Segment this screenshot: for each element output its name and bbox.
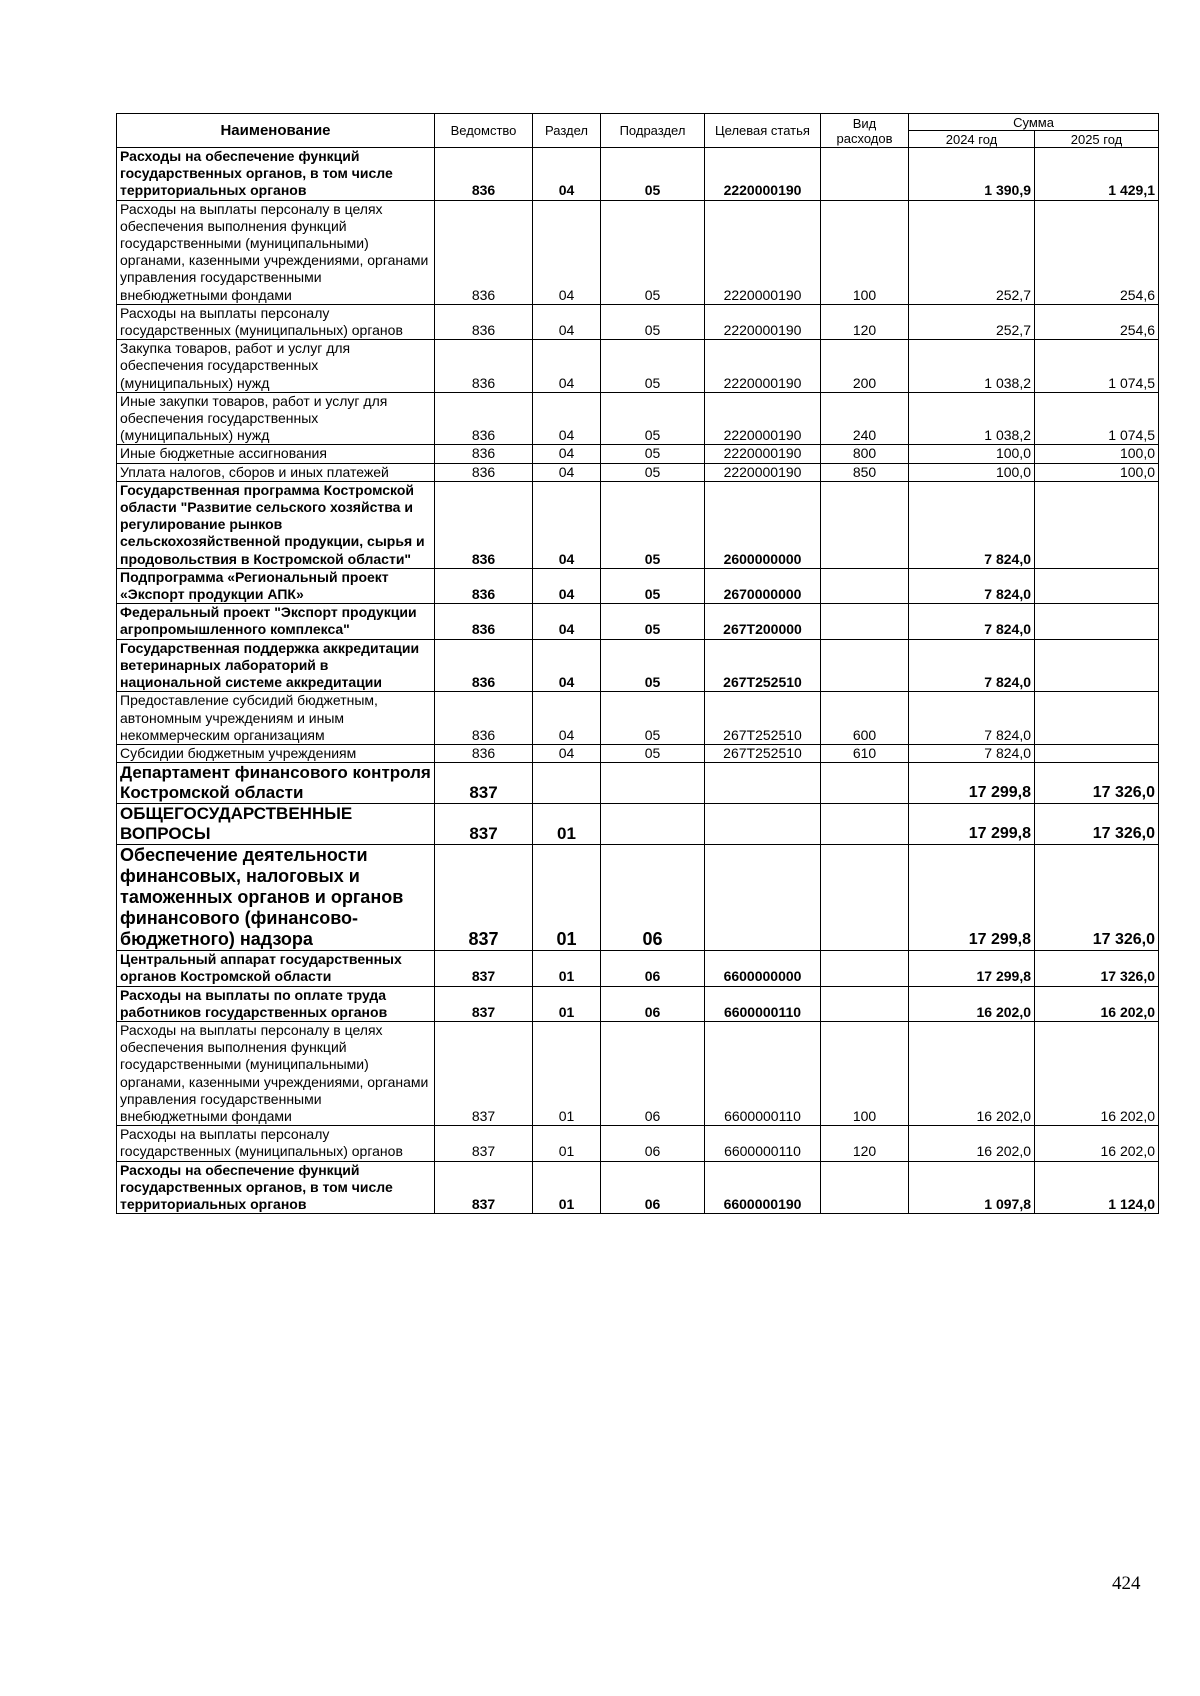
row-vedomstvo: 837 [435,763,533,804]
row-sum-2024: 100,0 [909,463,1035,481]
row-sum-2024: 7 824,0 [909,639,1035,692]
row-vedomstvo: 837 [435,1161,533,1214]
row-name: Центральный аппарат государственных органов Костромской области [117,951,435,986]
row-razdel: 04 [533,463,601,481]
row-sum-2024: 16 202,0 [909,1126,1035,1161]
row-celevaya-statya: 267Т252510 [705,744,821,762]
row-sum-2024: 7 824,0 [909,692,1035,745]
row-name: Предоставление субсидий бюджетным, автономным учреждениям и иным некоммерческим организациям [117,692,435,745]
table-row [117,845,1159,951]
row-vid-rashodov: 100 [821,200,909,304]
row-podrazdel [601,804,705,845]
header-vedomstvo: Ведомство [435,114,533,148]
row-celevaya-statya [705,804,821,845]
row-vid-rashodov [821,568,909,603]
table-row [117,1126,1159,1161]
row-razdel: 04 [533,744,601,762]
row-vedomstvo: 837 [435,1021,533,1125]
row-razdel: 01 [533,1161,601,1214]
row-sum-2024: 252,7 [909,200,1035,304]
row-sum-2024: 17 299,8 [909,763,1035,804]
row-sum-2025 [1035,568,1159,603]
header-year-2024: 2024 год [909,131,1035,148]
row-vedomstvo: 836 [435,304,533,339]
row-vid-rashodov: 120 [821,304,909,339]
row-vedomstvo: 837 [435,804,533,845]
row-sum-2025: 254,6 [1035,200,1159,304]
budget-table [116,113,1159,1214]
row-vid-rashodov: 240 [821,392,909,445]
row-name: Государственная программа Костромской области "Развитие сельского хозяйства и регулирование рынков сельскохозяйственной продукции, сырья и продовольствия в Костромской области" [117,481,435,568]
budget-table-container [116,113,1158,1214]
row-vedomstvo: 837 [435,1126,533,1161]
row-name: Закупка товаров, работ и услуг для обеспечения государственных (муниципальных) нужд [117,340,435,393]
row-sum-2024: 100,0 [909,445,1035,463]
row-razdel: 04 [533,604,601,639]
row-vid-rashodov [821,986,909,1021]
row-sum-2025: 100,0 [1035,445,1159,463]
row-sum-2025: 100,0 [1035,463,1159,481]
row-podrazdel: 05 [601,481,705,568]
row-celevaya-statya: 2670000000 [705,568,821,603]
row-sum-2025 [1035,481,1159,568]
row-celevaya-statya [705,845,821,951]
row-podrazdel: 05 [601,604,705,639]
row-vid-rashodov [821,604,909,639]
row-name: ОБЩЕГОСУДАРСТВЕННЫЕ ВОПРОСЫ [117,804,435,845]
row-name: Обеспечение деятельности финансовых, налоговых и таможенных органов и органов финансового (финансово-бюджетного) надзора [117,845,435,951]
row-sum-2024: 7 824,0 [909,481,1035,568]
row-vid-rashodov: 120 [821,1126,909,1161]
row-celevaya-statya: 6600000110 [705,1126,821,1161]
table-row [117,692,1159,745]
row-razdel: 01 [533,986,601,1021]
row-celevaya-statya: 2220000190 [705,148,821,201]
row-sum-2024: 17 299,8 [909,951,1035,986]
row-vedomstvo: 836 [435,392,533,445]
table-row [117,604,1159,639]
row-vedomstvo: 836 [435,692,533,745]
table-row [117,1161,1159,1214]
row-name: Расходы на обеспечение функций государственных органов, в том числе территориальных органов [117,1161,435,1214]
row-razdel: 04 [533,392,601,445]
row-name: Подпрограмма «Региональный проект «Экспорт продукции АПК» [117,568,435,603]
row-razdel: 04 [533,200,601,304]
row-sum-2024: 17 299,8 [909,804,1035,845]
header-summa: Сумма [909,114,1159,131]
row-razdel: 01 [533,804,601,845]
row-vedomstvo: 836 [435,463,533,481]
row-sum-2025: 17 326,0 [1035,845,1159,951]
row-sum-2025: 1 124,0 [1035,1161,1159,1214]
row-sum-2025: 1 429,1 [1035,148,1159,201]
row-razdel: 04 [533,340,601,393]
row-sum-2024: 7 824,0 [909,568,1035,603]
row-podrazdel: 05 [601,639,705,692]
row-vedomstvo: 836 [435,639,533,692]
row-name: Расходы на выплаты персоналу в целях обеспечения выполнения функций государственными (муниципальными) органами, казенными учреждениями, органами управления государственными внебюджетными фондами [117,200,435,304]
row-sum-2025 [1035,604,1159,639]
row-vedomstvo: 836 [435,200,533,304]
row-podrazdel: 05 [601,692,705,745]
row-razdel: 04 [533,148,601,201]
row-vedomstvo: 836 [435,340,533,393]
row-vedomstvo: 837 [435,845,533,951]
table-row [117,463,1159,481]
row-name: Государственная поддержка аккредитации ветеринарных лабораторий в национальной системе аккредитации [117,639,435,692]
row-name: Иные закупки товаров, работ и услуг для обеспечения государственных (муниципальных) нужд [117,392,435,445]
row-razdel: 01 [533,1126,601,1161]
row-name: Расходы на выплаты персоналу в целях обеспечения выполнения функций государственными (муниципальными) органами, казенными учреждениями, органами управления государственными внебюджетными фондами [117,1021,435,1125]
row-name: Иные бюджетные ассигнования [117,445,435,463]
table-row [117,304,1159,339]
row-vedomstvo: 837 [435,986,533,1021]
row-sum-2025 [1035,692,1159,745]
row-celevaya-statya: 267Т252510 [705,692,821,745]
row-sum-2025: 16 202,0 [1035,986,1159,1021]
row-celevaya-statya: 6600000110 [705,986,821,1021]
row-vid-rashodov [821,639,909,692]
row-razdel: 04 [533,445,601,463]
row-sum-2025: 17 326,0 [1035,951,1159,986]
row-podrazdel [601,763,705,804]
table-row [117,148,1159,201]
row-sum-2024: 16 202,0 [909,1021,1035,1125]
row-vedomstvo: 836 [435,445,533,463]
row-razdel: 04 [533,568,601,603]
row-razdel: 04 [533,639,601,692]
table-row [117,392,1159,445]
table-row [117,763,1159,804]
row-celevaya-statya: 6600000110 [705,1021,821,1125]
row-podrazdel: 05 [601,568,705,603]
table-row [117,639,1159,692]
row-vid-rashodov [821,1161,909,1214]
row-name: Расходы на выплаты персоналу государственных (муниципальных) органов [117,304,435,339]
row-vedomstvo: 836 [435,744,533,762]
row-celevaya-statya [705,763,821,804]
row-celevaya-statya: 2220000190 [705,200,821,304]
table-row [117,340,1159,393]
table-row [117,744,1159,762]
row-podrazdel: 06 [601,1161,705,1214]
row-name: Уплата налогов, сборов и иных платежей [117,463,435,481]
row-name: Расходы на выплаты персоналу государственных (муниципальных) органов [117,1126,435,1161]
row-name: Субсидии бюджетным учреждениям [117,744,435,762]
row-sum-2024: 1 390,9 [909,148,1035,201]
row-vid-rashodov: 600 [821,692,909,745]
row-podrazdel: 06 [601,951,705,986]
row-vid-rashodov: 610 [821,744,909,762]
row-podrazdel: 06 [601,986,705,1021]
row-vedomstvo: 836 [435,148,533,201]
table-row [117,445,1159,463]
row-podrazdel: 05 [601,148,705,201]
row-sum-2024: 7 824,0 [909,744,1035,762]
table-row [117,200,1159,304]
row-razdel: 04 [533,692,601,745]
row-razdel [533,763,601,804]
row-vid-rashodov [821,148,909,201]
row-vid-rashodov: 850 [821,463,909,481]
row-celevaya-statya: 6600000190 [705,1161,821,1214]
row-celevaya-statya: 6600000000 [705,951,821,986]
row-sum-2025: 17 326,0 [1035,763,1159,804]
row-vedomstvo: 836 [435,481,533,568]
row-vid-rashodov [821,804,909,845]
row-sum-2025: 1 074,5 [1035,340,1159,393]
row-celevaya-statya: 267Т252510 [705,639,821,692]
row-vid-rashodov [821,763,909,804]
header-podrazdel: Подраздел [601,114,705,148]
table-row [117,1021,1159,1125]
table-row [117,951,1159,986]
row-sum-2025: 1 074,5 [1035,392,1159,445]
row-sum-2025: 16 202,0 [1035,1021,1159,1125]
row-razdel: 01 [533,1021,601,1125]
table-row [117,804,1159,845]
row-celevaya-statya: 2220000190 [705,304,821,339]
row-sum-2025: 16 202,0 [1035,1126,1159,1161]
row-sum-2024: 1 038,2 [909,392,1035,445]
page-number: 424 [1112,1573,1141,1594]
row-name: Федеральный проект "Экспорт продукции агропромышленного комплекса" [117,604,435,639]
row-vedomstvo: 837 [435,951,533,986]
row-sum-2024: 16 202,0 [909,986,1035,1021]
row-podrazdel: 05 [601,445,705,463]
header-vid-rashodov: Вид расходов [821,114,909,148]
row-sum-2024: 252,7 [909,304,1035,339]
row-sum-2025 [1035,639,1159,692]
row-celevaya-statya: 2220000190 [705,445,821,463]
header-name: Наименование [117,114,435,148]
budget-table-body [117,148,1159,1214]
row-sum-2025 [1035,744,1159,762]
row-razdel: 01 [533,845,601,951]
row-name: Расходы на обеспечение функций государственных органов, в том числе территориальных органов [117,148,435,201]
row-name: Департамент финансового контроля Костромской области [117,763,435,804]
row-razdel: 04 [533,481,601,568]
row-sum-2025: 254,6 [1035,304,1159,339]
row-name: Расходы на выплаты по оплате труда работников государственных органов [117,986,435,1021]
table-row [117,986,1159,1021]
row-vid-rashodov [821,481,909,568]
row-vedomstvo: 836 [435,568,533,603]
header-celevaya-statya: Целевая статья [705,114,821,148]
row-sum-2024: 1 038,2 [909,340,1035,393]
row-celevaya-statya: 2600000000 [705,481,821,568]
row-sum-2024: 17 299,8 [909,845,1035,951]
row-celevaya-statya: 2220000190 [705,392,821,445]
row-podrazdel: 06 [601,1126,705,1161]
row-vid-rashodov: 100 [821,1021,909,1125]
row-celevaya-statya: 2220000190 [705,463,821,481]
row-podrazdel: 06 [601,1021,705,1125]
row-vid-rashodov [821,951,909,986]
row-vid-rashodov: 800 [821,445,909,463]
row-podrazdel: 05 [601,340,705,393]
row-vedomstvo: 836 [435,604,533,639]
row-podrazdel: 05 [601,392,705,445]
row-celevaya-statya: 267Т200000 [705,604,821,639]
header-year-2025: 2025 год [1035,131,1159,148]
row-razdel: 01 [533,951,601,986]
row-podrazdel: 05 [601,200,705,304]
row-podrazdel: 05 [601,304,705,339]
row-vid-rashodov: 200 [821,340,909,393]
row-podrazdel: 05 [601,744,705,762]
row-podrazdel: 06 [601,845,705,951]
row-podrazdel: 05 [601,463,705,481]
row-razdel: 04 [533,304,601,339]
row-vid-rashodov [821,845,909,951]
row-celevaya-statya: 2220000190 [705,340,821,393]
table-row [117,481,1159,568]
table-row [117,568,1159,603]
row-sum-2024: 7 824,0 [909,604,1035,639]
row-sum-2025: 17 326,0 [1035,804,1159,845]
header-razdel: Раздел [533,114,601,148]
row-sum-2024: 1 097,8 [909,1161,1035,1214]
